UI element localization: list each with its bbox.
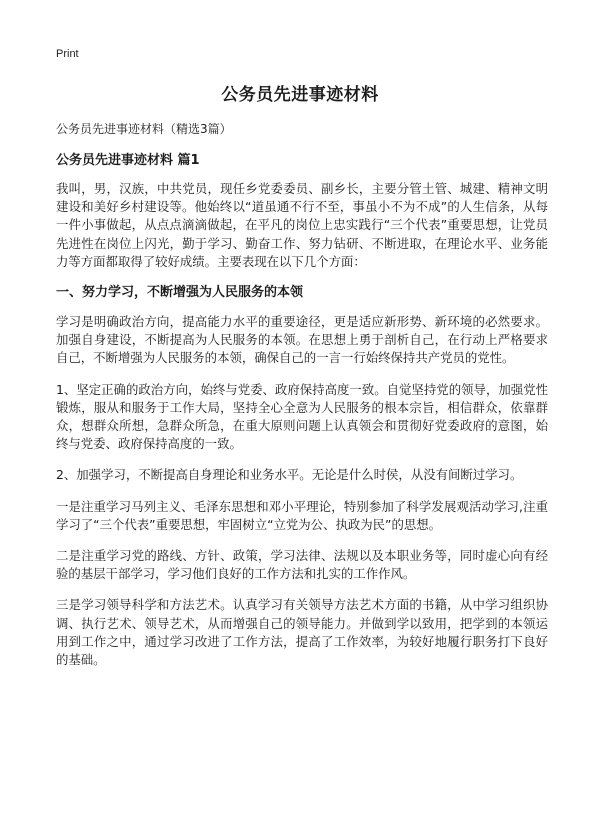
intro-paragraph: 我叫，男，汉族，中共党员，现任乡党委委员、副乡长，主要分管土管、城建、精神文明建设和美好乡村建设等。他始终以“道虽通不行不至，事虽小不为不成”的人生信条，从每一件小事做起，从点点滴滴做起，在平凡的岗位上忠实践行“三个代表”重要思想，让党员先进性在岗位上闪光，勤于学习、勤奋工作、努力钻研、不断进取，在理论水平、业务能力等方面都取得了较好成绩。主要表现在以下几个方面：: [56, 181, 548, 269]
print-label: Print: [56, 48, 79, 60]
body-paragraph: 2、加强学习，不断提高自身理论和业务水平。无论是什么时侯，从没有间断过学习。: [56, 467, 523, 483]
document-subtitle: 公务员先进事迹材料（精选3篇）: [56, 122, 232, 136]
page-title: 公务员先进事迹材料: [221, 85, 379, 105]
document-body: [56, 120, 548, 682]
article-heading: 公务员先进事迹材料 篇1: [56, 153, 200, 168]
body-paragraph: 1、坚定正确的政治方向，始终与党委、政府保持高度一致。自觉坚持党的领导，加强党性锻炼，服从和服务于工作大局，坚持全心全意为人民服务的根本宗旨，相信群众，依靠群众，想群众所想，急群众所急，在重大原则问题上认真领会和贯彻好党委政府的意图，始终与党委、政府保持高度的一致。: [56, 381, 548, 452]
body-paragraph: 一是注重学习马列主义、毛泽东思想和邓小平理论，特别参加了科学发展观活动学习,注重学习了“三个代表”重要思想，牢固树立“立党为公、执政为民”的思想。: [56, 498, 548, 532]
body-paragraph: 二是注重学习党的路线、方针、政策，学习法律、法规以及本职业务等，同时虚心向有经验的基层干部学习，学习他们良好的工作方法和扎实的工作作风。: [56, 548, 548, 582]
section-heading: 一、努力学习，不断增强为人民服务的本领: [56, 285, 304, 301]
body-paragraph: 三是学习领导科学和方法艺术。认真学习有关领导方法艺术方面的书籍，从中学习组织协调、执行艺术、领导艺术，从而增强自己的领导能力。并做到学以致用，把学到的本领运用到工作之中，通过学习改进了工作方法，提高了工作效率，为较好地履行职务打下良好的基础。: [56, 597, 548, 668]
body-paragraph: 学习是明确政治方向，提高能力水平的重要途径，更是适应新形势、新环境的必然要求。加强自身建设，不断提高为人民服务的本领。在思想上勇于剖析自己，在行动上严格要求自己，不断增强为人民服务的本领，确保自己的一言一行始终保持共产党员的党性。: [56, 314, 548, 366]
